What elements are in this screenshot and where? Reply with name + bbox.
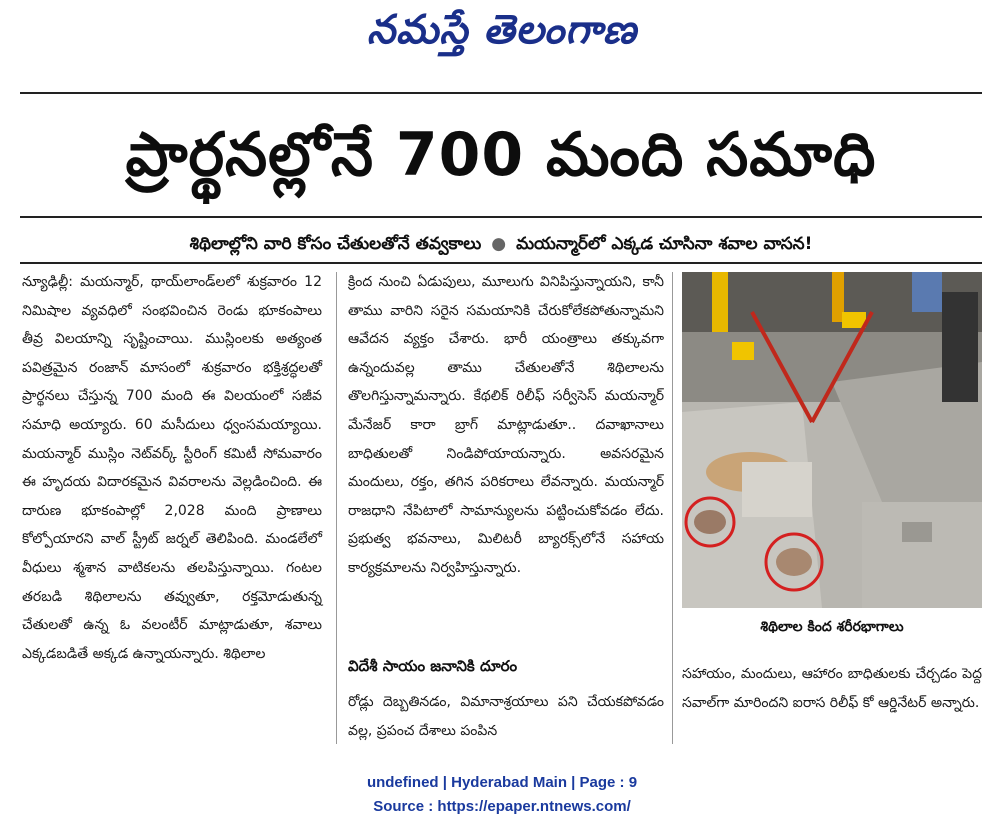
rubble-image xyxy=(682,272,982,608)
column-divider xyxy=(672,272,673,744)
article-column-2: క్రింద నుంచి ఏడుపులు, మూలుగు వినిపిస్తున్నాయని, కానీ తాము వారిని సరైన సమయానికి చేరుకోలేకపోతున్నామని ఆవేదన వ్యక్తం చేశారు. భారీ యంత్రాలు తక్కువగా ఉన్నందువల్ల తాము చేతులతోనే శిథిలాలను తొలగిస్తున్నామన్నారు. కేథలిక్ రిలీఫ్ సర్వీసెస్ మయన్మార్ మేనేజర్ కారా బ్రాగ్ మాట్లాడుతూ.. దవాఖానాలు బాధితులతో నిండిపోయాయన్నారు. అవసరమైన మందులు, రక్తం, తగిన పరికరాలు లేవన్నారు. మయన్మార్ రాజధాని నేపిటాలో సామాన్యులను పట్టించుకోవడం లేదు. ప్రభుత్వ భవనాలు, మిలిటరీ బ్యారక్స్‌లోనే సహాయ కార్యక్రమాలను నిర్వహిస్తున్నారు. xyxy=(348,274,664,576)
earthquake-photo xyxy=(682,272,982,608)
subhead-right: మయన్మార్‌లో ఎక్కడ చూసినా శవాల వాసన! xyxy=(516,234,813,254)
article-column-2-continued: రోడ్లు దెబ్బతినడం, విమానాశ్రయాలు పని చేయకపోవడం వల్ల, ప్రపంచ దేశాలు పంపిన xyxy=(348,694,664,739)
article-column-3: సహాయం, మందులు, ఆహారం బాధితులకు చేర్చడం పెద్ద సవాల్‌గా మారిందని ఐరాస రిలీఫ్ కో ఆర్డినేటర్ అన్నారు. xyxy=(682,666,982,711)
divider xyxy=(20,92,982,94)
newspaper-title: నమస్తే తెలంగాణ xyxy=(366,6,638,53)
photo-caption: శిథిలాల కింద శరీరభాగాలు xyxy=(760,619,904,635)
subhead-left: శిథిలాల్లోని వారి కోసం చేతులతోనే తవ్వకాలు xyxy=(189,234,482,254)
source-link[interactable]: Source : https://epaper.ntnews.com/ xyxy=(373,798,631,815)
column-divider xyxy=(336,272,337,744)
article-column-1: న్యూఢిల్లీ: మయన్మార్, థాయ్‌లాండ్‌లలో శుక్రవారం 12 నిమిషాల వ్యవధిలో సంభవించిన రెండు భూకంపాలు తీవ్ర విలయాన్ని సృష్టించాయి. ముస్లింలకు అత్యంత పవిత్రమైన రంజాన్ మాసంలో శుక్రవారం భక్తిశ్రద్ధలతో ప్రార్థనలు చేస్తున్న 700 మంది ఈ విలయంలో సజీవ సమాధి అయ్యారు. 60 మసీదులు ధ్వంసమయ్యాయి. మయన్మార్ ముస్లిం నెట్‌వర్క్ స్టీరింగ్ కమిటీ సోమవారం ఈ హృదయ విదారకమైన వివరాలను వెల్లడించింది. ఈ దారుణ భూకంపాల్లో 2,028 మంది ప్రాణాలు కోల్పోయారని వాల్ స్ట్రీట్ జర్నల్ తెలిపింది. మండలేలో వీధులు శ్మశాన వాటికలను తలపిస్తున్నాయి. గంటల తరబడి శిథిలాలను తవ్వుతూ, రక్తమోడుతున్న చేతులతో ఉన్న ఓ వలంటీర్ మాట్లాడుతూ, శవాలు ఎక్కడబడితే అక్కడ ఉన్నాయన్నారు. శిథిలాల xyxy=(22,274,322,662)
subheadline xyxy=(20,226,982,262)
divider xyxy=(20,262,982,264)
divider xyxy=(20,216,982,218)
masthead xyxy=(0,0,1004,78)
section-subtitle: విదేశీ సాయం జనానికి దూరం xyxy=(348,657,518,675)
bullet-icon: ● xyxy=(491,234,507,254)
page-info: undefined | Hyderabad Main | Page : 9 xyxy=(366,774,638,791)
headline: ప్రార్థనల్లోనే 700 మంది సమాధి xyxy=(125,120,877,190)
